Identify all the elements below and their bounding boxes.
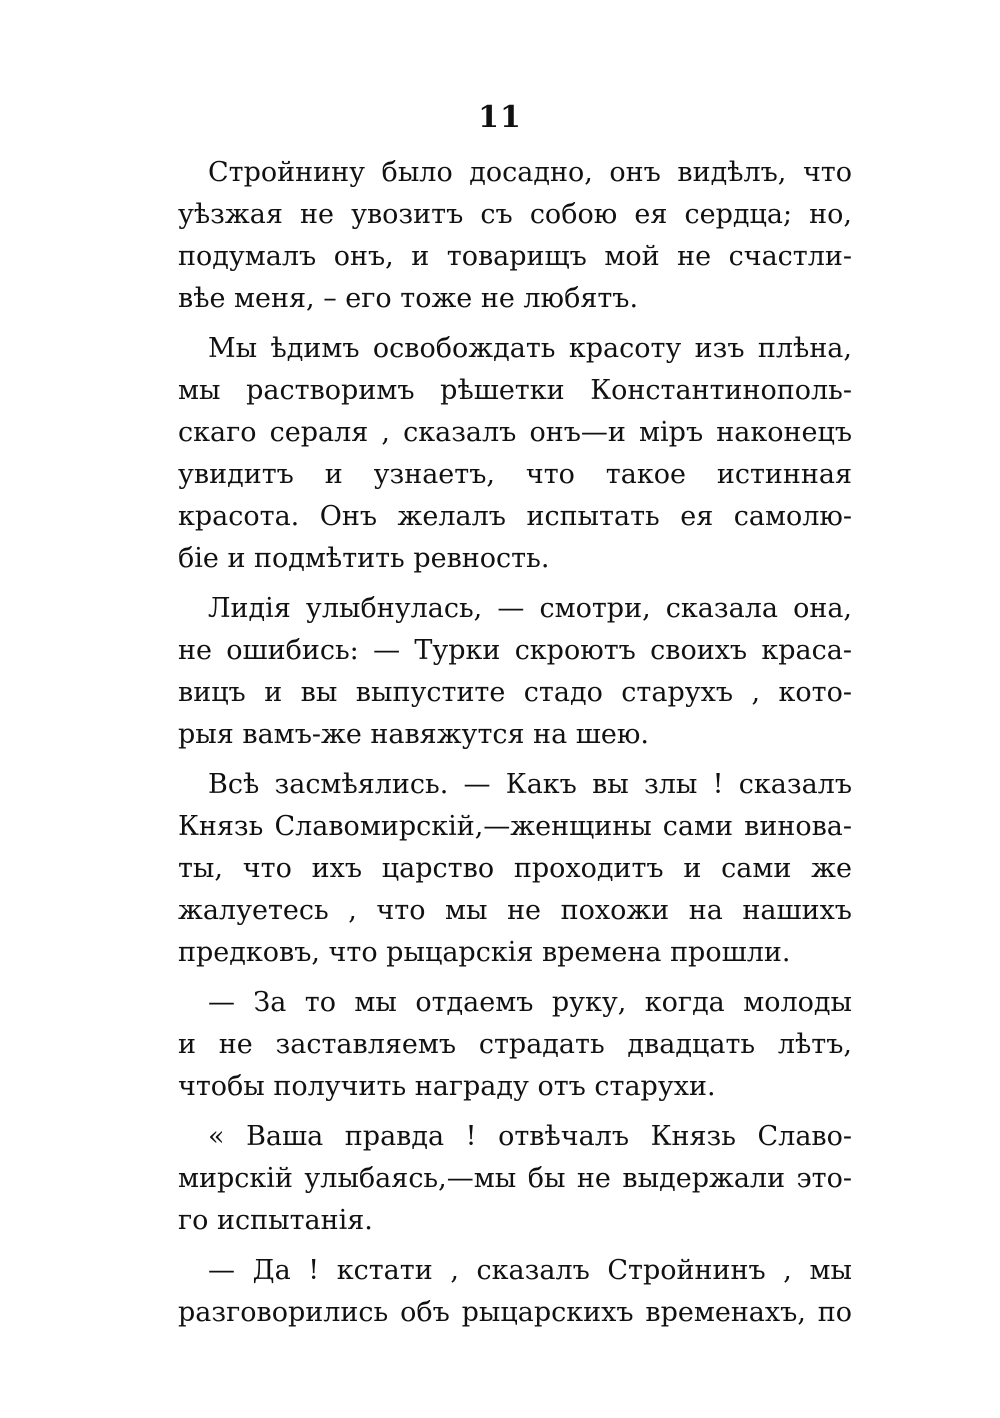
paragraph: [178, 1250, 852, 1334]
paragraph: [178, 1116, 852, 1242]
text-line: « Ваша правда ! отвѣчалъ Князь Славо-: [208, 1121, 852, 1152]
text-line: Всѣ засмѣялись. — Какъ вы злы ! сказалъ: [208, 769, 852, 800]
text-line: и не заставляемъ страдать двадцать лѣтъ,: [178, 1029, 852, 1060]
text-line: вѣе меня, – его тоже не любятъ.: [178, 283, 639, 314]
text-line: скаго сераля , сказалъ онъ—и міръ наконецъ: [178, 417, 852, 448]
paragraph: [178, 982, 852, 1108]
text-line: уѣзжая не увозитъ съ собою ея сердца; но,: [178, 199, 852, 230]
text-line: ты, что ихъ царство проходитъ и сами же: [178, 853, 852, 884]
paragraph: [178, 588, 852, 756]
text-line: го испытанія.: [178, 1205, 373, 1236]
text-line: вицъ и вы выпустите стадо старухъ , кото-: [178, 677, 852, 708]
text-line: красота. Онъ желалъ испытать ея самолю-: [178, 501, 852, 532]
text-line: увидитъ и узнаетъ, что такое истинная: [178, 459, 852, 490]
body-text: [178, 152, 852, 1342]
text-line: — Да ! кстати , сказалъ Стройнинъ , мы: [208, 1255, 852, 1286]
text-line: не ошибись: — Турки скроютъ своихъ краса-: [178, 635, 852, 666]
text-line: — За то мы отдаемъ руку, когда молоды: [208, 987, 852, 1018]
text-line: мы растворимъ рѣшетки Константинополь-: [178, 375, 852, 406]
text-line: чтобы получить награду отъ старухи.: [178, 1071, 716, 1102]
text-line: Мы ѣдимъ освобождать красоту изъ плѣна,: [208, 333, 852, 364]
text-line: Стройнину было досадно, онъ видѣлъ, что: [208, 157, 852, 188]
paragraph: [178, 328, 852, 580]
text-line: разговорились объ рыцарскихъ временахъ, по: [178, 1297, 852, 1328]
text-line: жалуетесь , что мы не похожи на нашихъ: [178, 895, 852, 926]
text-line: Лидія улыбнулась, — смотри, сказала она,: [208, 593, 852, 624]
text-line: предковъ, что рыцарскія времена прошли.: [178, 937, 791, 968]
text-line: Князь Славомирскій,—женщины сами винова-: [178, 811, 852, 842]
page-number: 11: [478, 100, 522, 135]
paragraph: [178, 764, 852, 974]
text-line: мирскій улыбаясь,—мы бы не выдержали это-: [178, 1163, 852, 1194]
text-line: рыя вамъ-же навяжутся на шею.: [178, 719, 649, 750]
paragraph: [178, 152, 852, 320]
text-line: подумалъ онъ, и товарищъ мой не счастли-: [178, 241, 852, 272]
text-line: біе и подмѣтить ревность.: [178, 543, 550, 574]
